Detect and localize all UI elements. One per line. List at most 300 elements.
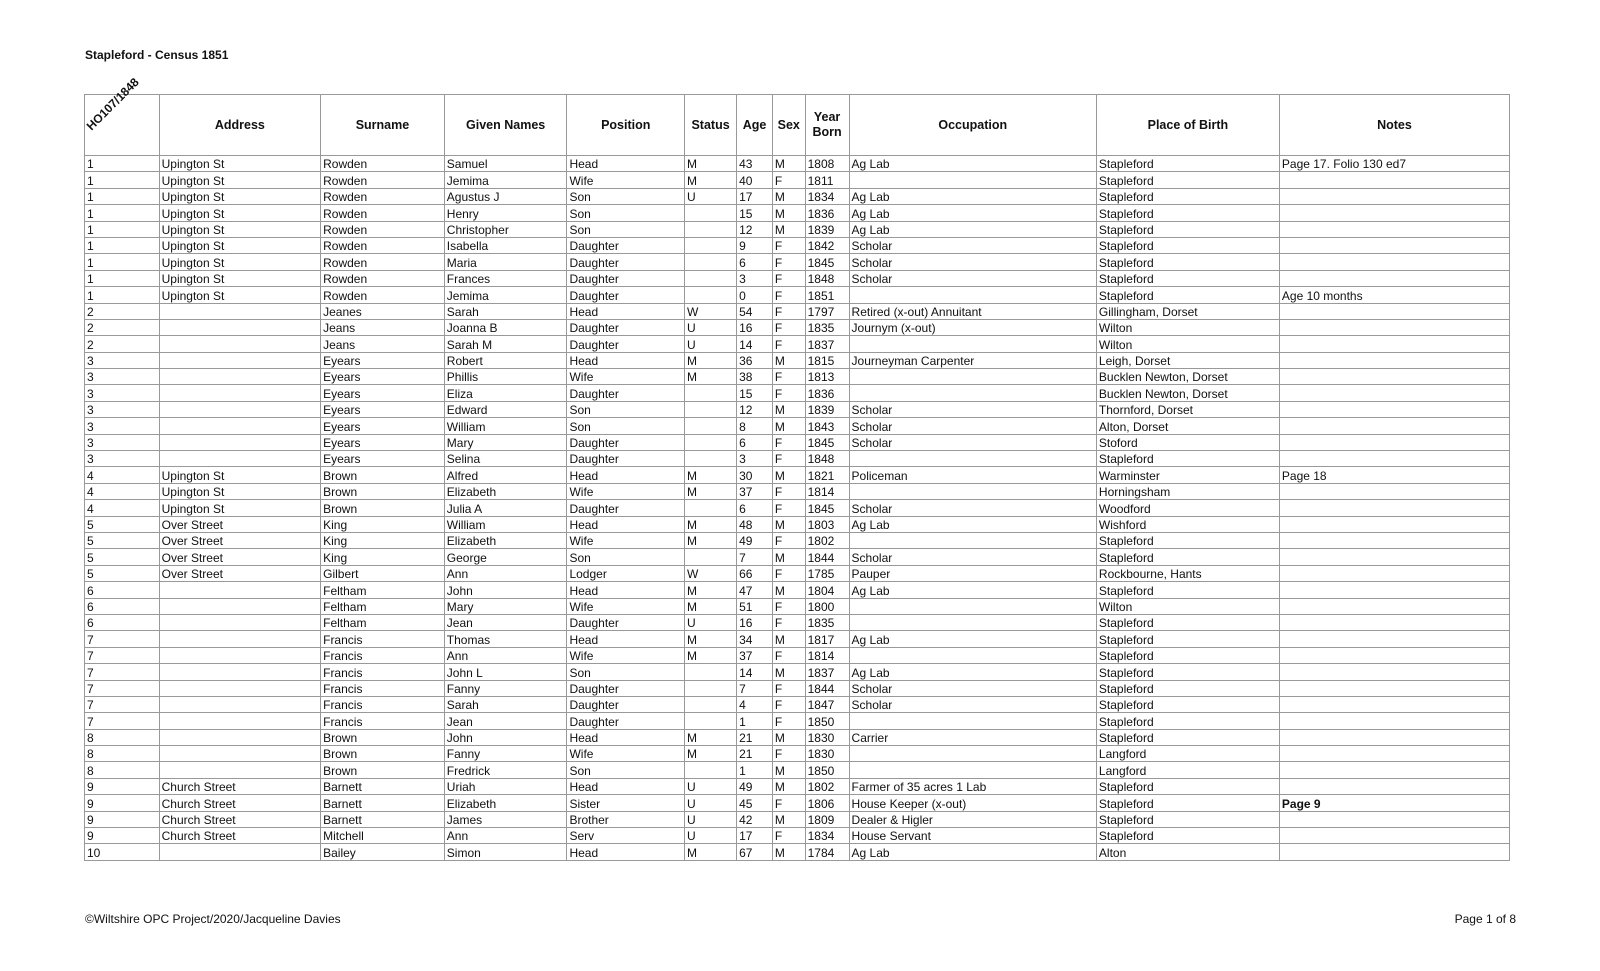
cell-year-born: 1830 [805,746,849,762]
cell-occupation [849,532,1096,548]
cell-notes [1279,598,1509,614]
cell-status: U [685,778,737,794]
cell-given-names: Julia A [444,500,567,516]
cell-age: 67 [737,844,773,860]
cell-given-names: Samuel [444,156,567,172]
cell-year-born: 1839 [805,401,849,417]
cell-position: Wife [567,483,685,499]
cell-age: 6 [737,254,773,270]
cell-sex: F [772,713,805,729]
cell-status: M [685,352,737,368]
cell-position: Brother [567,811,685,827]
cell-status: U [685,336,737,352]
cell-status [685,237,737,253]
header-address: Address [159,95,321,156]
cell-given-names: Jean [444,713,567,729]
table-row [85,680,1510,696]
cell-sex: F [772,434,805,450]
cell-position: Daughter [567,451,685,467]
cell-occupation: Scholar [849,696,1096,712]
cell-address [159,844,321,860]
cell-notes [1279,434,1509,450]
cell-status: M [685,729,737,745]
cell-sex: F [772,303,805,319]
header-notes: Notes [1279,95,1509,156]
cell-age: 0 [737,287,773,303]
cell-position: Daughter [567,237,685,253]
cell-occupation: Scholar [849,500,1096,516]
cell-sex: F [772,500,805,516]
cell-position: Daughter [567,270,685,286]
cell-year-born: 1845 [805,500,849,516]
cell-notes [1279,680,1509,696]
cell-occupation: Scholar [849,680,1096,696]
cell-occupation [849,746,1096,762]
cell-surname: King [321,532,445,548]
cell-notes [1279,746,1509,762]
cell-year-born: 1802 [805,778,849,794]
cell-year-born: 1802 [805,532,849,548]
footer-page-number: Page 1 of 8 [1454,912,1516,926]
cell-ref: 5 [85,532,160,548]
cell-address: Upington St [159,172,321,188]
table-row [85,401,1510,417]
cell-place-of-birth: Alton, Dorset [1096,418,1279,434]
cell-given-names: George [444,549,567,565]
cell-notes [1279,762,1509,778]
cell-ref: 2 [85,303,160,319]
cell-status [685,549,737,565]
cell-age: 14 [737,336,773,352]
cell-surname: Rowden [321,237,445,253]
cell-notes [1279,418,1509,434]
cell-year-born: 1806 [805,795,849,811]
cell-place-of-birth: Stapleford [1096,778,1279,794]
cell-place-of-birth: Stapleford [1096,631,1279,647]
cell-given-names: James [444,811,567,827]
cell-ref: 1 [85,287,160,303]
cell-place-of-birth: Stapleford [1096,795,1279,811]
cell-sex: M [772,516,805,532]
cell-year-born: 1803 [805,516,849,532]
table-row [85,549,1510,565]
cell-position: Son [567,762,685,778]
cell-age: 17 [737,828,773,844]
cell-address: Over Street [159,549,321,565]
cell-given-names: Joanna B [444,319,567,335]
cell-status [685,401,737,417]
cell-address [159,614,321,630]
cell-surname: Rowden [321,156,445,172]
cell-age: 12 [737,221,773,237]
cell-status [685,664,737,680]
table-row [85,598,1510,614]
cell-sex: F [772,336,805,352]
cell-age: 14 [737,664,773,680]
cell-sex: F [772,598,805,614]
cell-sex: M [772,205,805,221]
cell-sex: M [772,549,805,565]
cell-notes [1279,778,1509,794]
cell-ref: 5 [85,516,160,532]
header-place-of-birth: Place of Birth [1096,95,1279,156]
cell-sex: F [772,254,805,270]
cell-position: Wife [567,172,685,188]
cell-ref: 8 [85,746,160,762]
cell-age: 21 [737,746,773,762]
cell-sex: M [772,778,805,794]
cell-sex: F [772,565,805,581]
table-row [85,664,1510,680]
cell-sex: F [772,237,805,253]
cell-age: 16 [737,319,773,335]
cell-address [159,434,321,450]
cell-occupation [849,483,1096,499]
cell-status [685,418,737,434]
cell-age: 47 [737,582,773,598]
cell-notes [1279,336,1509,352]
cell-given-names: Sarah [444,303,567,319]
cell-year-born: 1785 [805,565,849,581]
table-row [85,614,1510,630]
cell-notes [1279,270,1509,286]
cell-year-born: 1817 [805,631,849,647]
table-row [85,844,1510,860]
cell-occupation [849,598,1096,614]
cell-year-born: 1821 [805,467,849,483]
cell-age: 8 [737,418,773,434]
cell-ref: 5 [85,565,160,581]
cell-year-born: 1836 [805,385,849,401]
cell-age: 37 [737,483,773,499]
cell-occupation: Ag Lab [849,631,1096,647]
cell-given-names: Mary [444,598,567,614]
cell-ref: 1 [85,254,160,270]
cell-notes [1279,500,1509,516]
cell-occupation: House Servant [849,828,1096,844]
cell-ref: 4 [85,467,160,483]
cell-address [159,451,321,467]
cell-address [159,369,321,385]
cell-position: Daughter [567,696,685,712]
cell-position: Daughter [567,336,685,352]
cell-given-names: Ann [444,565,567,581]
cell-notes [1279,614,1509,630]
cell-ref: 1 [85,205,160,221]
header-row [85,95,1510,156]
cell-address: Upington St [159,467,321,483]
cell-notes [1279,172,1509,188]
cell-surname: Barnett [321,811,445,827]
cell-sex: M [772,811,805,827]
cell-surname: Brown [321,483,445,499]
cell-ref: 9 [85,828,160,844]
cell-position: Son [567,401,685,417]
cell-address [159,385,321,401]
cell-address [159,582,321,598]
cell-sex: M [772,467,805,483]
cell-surname: Eyears [321,385,445,401]
cell-surname: Jeanes [321,303,445,319]
cell-occupation: Ag Lab [849,664,1096,680]
table-row [85,385,1510,401]
cell-occupation: Pauper [849,565,1096,581]
table-row [85,270,1510,286]
table-row [85,156,1510,172]
table-row [85,434,1510,450]
cell-sex: M [772,582,805,598]
table-row [85,631,1510,647]
cell-position: Head [567,516,685,532]
cell-year-born: 1809 [805,811,849,827]
cell-age: 17 [737,188,773,204]
cell-position: Son [567,205,685,221]
cell-place-of-birth: Stapleford [1096,254,1279,270]
cell-surname: Francis [321,680,445,696]
cell-position: Head [567,729,685,745]
cell-given-names: Phillis [444,369,567,385]
table-row [85,205,1510,221]
cell-status: U [685,188,737,204]
header-sex: Sex [772,95,805,156]
cell-notes: Age 10 months [1279,287,1509,303]
cell-place-of-birth: Stapleford [1096,188,1279,204]
cell-position: Head [567,844,685,860]
cell-given-names: Jemima [444,172,567,188]
cell-surname: Brown [321,762,445,778]
cell-year-born: 1837 [805,664,849,680]
cell-status [685,221,737,237]
cell-ref: 9 [85,811,160,827]
cell-surname: Feltham [321,614,445,630]
table-row [85,336,1510,352]
cell-sex: F [772,270,805,286]
cell-notes [1279,565,1509,581]
cell-notes [1279,532,1509,548]
cell-year-born: 1813 [805,369,849,385]
cell-position: Daughter [567,614,685,630]
cell-year-born: 1850 [805,762,849,778]
cell-given-names: Isabella [444,237,567,253]
cell-notes: Page 9 [1279,795,1509,811]
cell-ref: 3 [85,352,160,368]
cell-ref: 3 [85,418,160,434]
cell-given-names: William [444,418,567,434]
cell-sex: F [772,532,805,548]
cell-given-names: Elizabeth [444,532,567,548]
cell-address [159,418,321,434]
cell-status: M [685,156,737,172]
cell-given-names: Sarah M [444,336,567,352]
cell-ref: 9 [85,778,160,794]
cell-given-names: Jean [444,614,567,630]
cell-occupation: Scholar [849,270,1096,286]
table-row [85,696,1510,712]
cell-status: M [685,467,737,483]
cell-position: Head [567,352,685,368]
cell-status [685,713,737,729]
cell-sex: F [772,287,805,303]
table-row [85,172,1510,188]
cell-place-of-birth: Wishford [1096,516,1279,532]
cell-place-of-birth: Stapleford [1096,549,1279,565]
cell-notes [1279,237,1509,253]
cell-address [159,319,321,335]
cell-address: Over Street [159,565,321,581]
cell-ref: 3 [85,369,160,385]
cell-position: Son [567,418,685,434]
cell-surname: Francis [321,664,445,680]
header-position: Position [567,95,685,156]
cell-occupation [849,336,1096,352]
cell-given-names: Jemima [444,287,567,303]
cell-occupation: Scholar [849,549,1096,565]
cell-surname: Francis [321,631,445,647]
cell-place-of-birth: Stapleford [1096,532,1279,548]
cell-sex: M [772,631,805,647]
cell-occupation [849,647,1096,663]
cell-notes [1279,729,1509,745]
cell-occupation: Ag Lab [849,205,1096,221]
cell-age: 6 [737,500,773,516]
cell-sex: M [772,156,805,172]
cell-year-born: 1835 [805,319,849,335]
cell-notes [1279,254,1509,270]
cell-address [159,303,321,319]
cell-status [685,696,737,712]
cell-age: 37 [737,647,773,663]
cell-place-of-birth: Stapleford [1096,680,1279,696]
cell-year-born: 1845 [805,434,849,450]
cell-occupation: Scholar [849,434,1096,450]
cell-occupation [849,762,1096,778]
cell-occupation: Journeyman Carpenter [849,352,1096,368]
cell-place-of-birth: Warminster [1096,467,1279,483]
table-row [85,369,1510,385]
cell-place-of-birth: Stapleford [1096,811,1279,827]
cell-notes [1279,844,1509,860]
cell-status: M [685,516,737,532]
cell-position: Daughter [567,319,685,335]
cell-given-names: Robert [444,352,567,368]
cell-surname: Brown [321,467,445,483]
cell-age: 7 [737,680,773,696]
cell-status [685,500,737,516]
cell-ref: 4 [85,483,160,499]
table-row [85,647,1510,663]
cell-surname: Barnett [321,795,445,811]
cell-surname: Francis [321,713,445,729]
cell-occupation [849,385,1096,401]
cell-address [159,680,321,696]
cell-status: M [685,369,737,385]
cell-ref: 8 [85,729,160,745]
cell-occupation: Ag Lab [849,156,1096,172]
cell-place-of-birth: Langford [1096,762,1279,778]
cell-address [159,729,321,745]
table-row [85,287,1510,303]
cell-year-born: 1845 [805,254,849,270]
cell-given-names: Ann [444,828,567,844]
cell-surname: Eyears [321,352,445,368]
cell-position: Head [567,778,685,794]
cell-sex: F [772,483,805,499]
cell-notes [1279,451,1509,467]
cell-place-of-birth: Stapleford [1096,647,1279,663]
cell-given-names: William [444,516,567,532]
cell-place-of-birth: Wilton [1096,319,1279,335]
cell-place-of-birth: Stapleford [1096,713,1279,729]
cell-given-names: Agustus J [444,188,567,204]
cell-sex: M [772,729,805,745]
cell-year-born: 1851 [805,287,849,303]
cell-place-of-birth: Thornford, Dorset [1096,401,1279,417]
cell-ref: 7 [85,631,160,647]
cell-place-of-birth: Stapleford [1096,582,1279,598]
cell-place-of-birth: Wilton [1096,336,1279,352]
cell-status: W [685,303,737,319]
cell-status [685,287,737,303]
cell-status [685,385,737,401]
cell-age: 1 [737,713,773,729]
cell-age: 3 [737,270,773,286]
cell-notes: Page 17. Folio 130 ed7 [1279,156,1509,172]
cell-sex: F [772,828,805,844]
cell-occupation: House Keeper (x-out) [849,795,1096,811]
cell-ref: 6 [85,614,160,630]
cell-notes [1279,401,1509,417]
cell-position: Serv [567,828,685,844]
cell-address [159,696,321,712]
cell-sex: F [772,795,805,811]
cell-sex: M [772,844,805,860]
cell-status: U [685,795,737,811]
cell-age: 9 [737,237,773,253]
cell-occupation: Ag Lab [849,221,1096,237]
header-given-names: Given Names [444,95,567,156]
cell-year-born: 1844 [805,549,849,565]
cell-place-of-birth: Stapleford [1096,664,1279,680]
cell-status: M [685,631,737,647]
cell-surname: Jeans [321,319,445,335]
cell-address [159,713,321,729]
cell-position: Head [567,631,685,647]
cell-age: 1 [737,762,773,778]
cell-sex: F [772,647,805,663]
cell-age: 30 [737,467,773,483]
cell-position: Son [567,549,685,565]
cell-position: Head [567,467,685,483]
cell-notes [1279,549,1509,565]
cell-given-names: Simon [444,844,567,860]
cell-position: Son [567,664,685,680]
cell-place-of-birth: Bucklen Newton, Dorset [1096,385,1279,401]
cell-year-born: 1842 [805,237,849,253]
cell-sex: F [772,614,805,630]
cell-surname: Francis [321,647,445,663]
cell-place-of-birth: Stapleford [1096,237,1279,253]
cell-surname: Mitchell [321,828,445,844]
cell-place-of-birth: Leigh, Dorset [1096,352,1279,368]
cell-place-of-birth: Stapleford [1096,172,1279,188]
header-year-born: Year Born [805,95,849,156]
cell-year-born: 1814 [805,647,849,663]
cell-address [159,647,321,663]
cell-notes [1279,303,1509,319]
cell-notes [1279,385,1509,401]
table-row [85,254,1510,270]
cell-surname: Rowden [321,221,445,237]
